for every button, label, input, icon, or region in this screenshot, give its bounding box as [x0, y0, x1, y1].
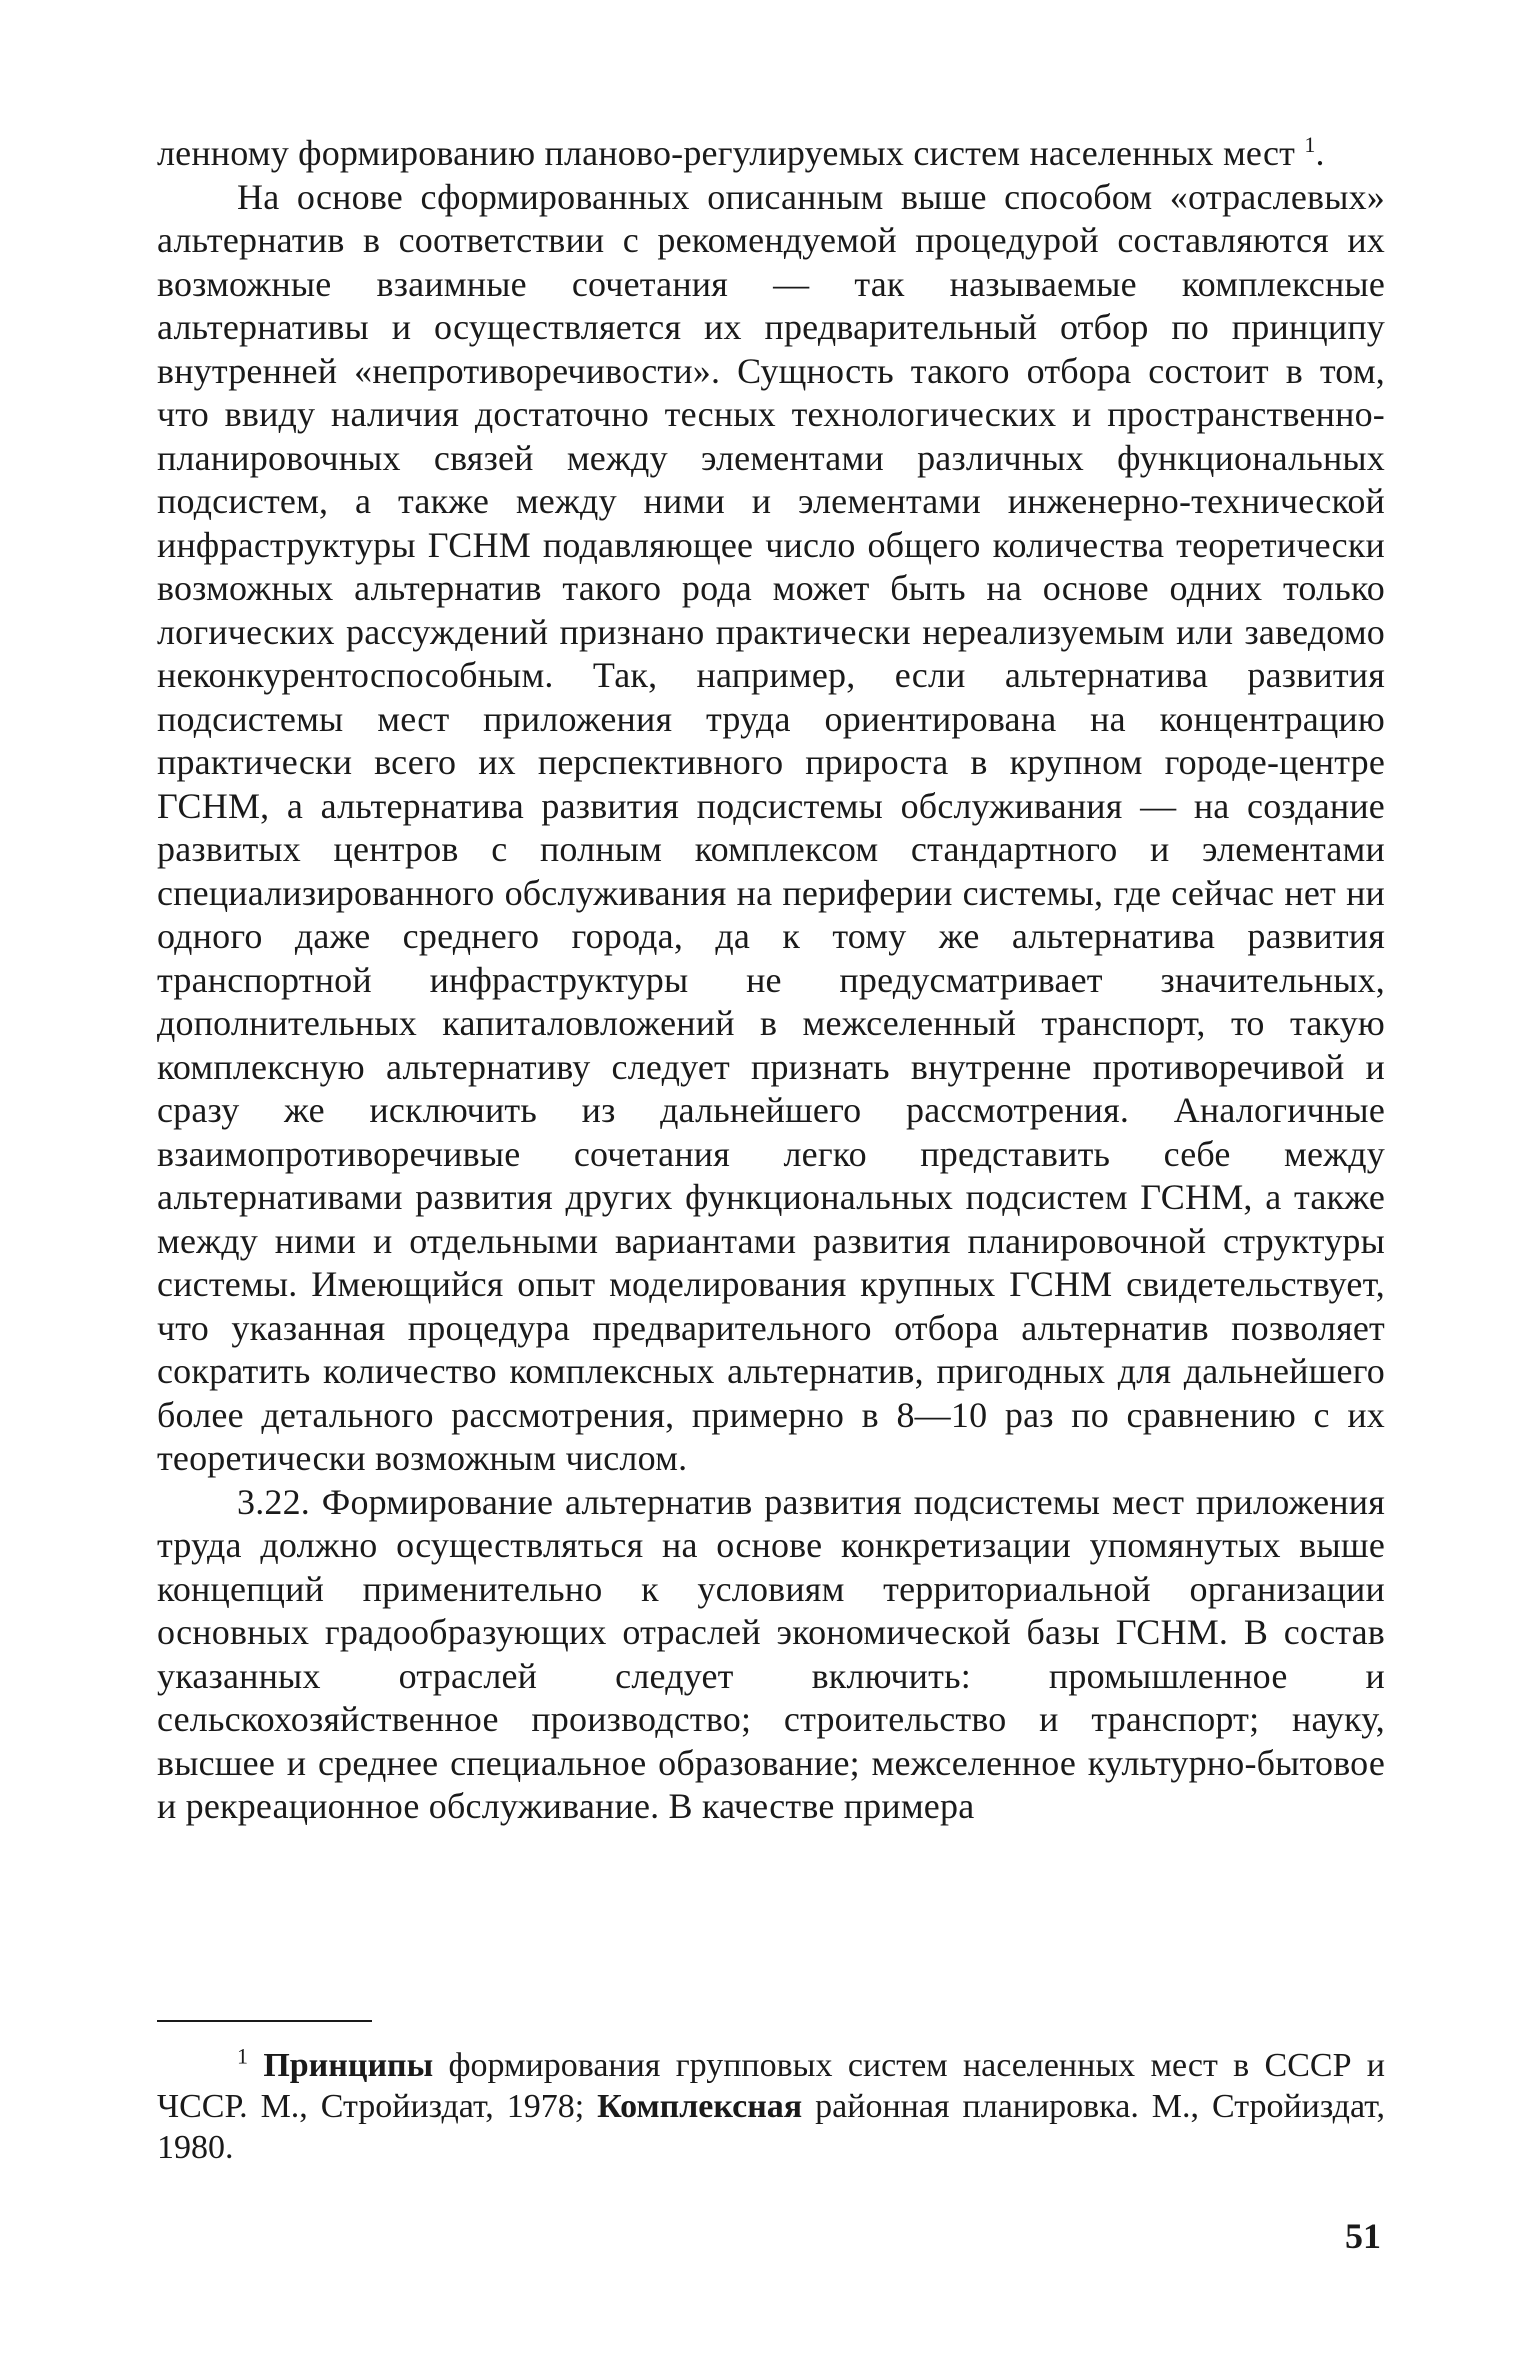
page-number: 51 [1345, 2216, 1381, 2256]
paragraph-alternatives-selection: На основе сформированных описанным выше способом «отраслевых» альтернатив в соответствии с рекомендуемой процедурой составляются их возможные взаимные сочетания — так называемые комплексные альтернативы и осуществляется их предварительный отбор по принципу внутренней «непротиворечивости». Сущность такого отбора состоит в том, что ввиду наличия достаточно тесных технологических и пространственно-планировочных связей между элементами различных функциональных подсистем, а также между ними и элементами инженерно-технической инфраструктуры ГСНМ подавляющее число общего количества теоретически возможных альтернатив такого рода может быть на основе одних только логических рассуждений признано практически нереализуемым или заведомо неконкурентоспособным. Так, например, если альтернатива развития подсистемы мест приложения труда ориентирована на концентрацию практически всего их перспективного прироста в крупном городе-центре ГСНМ, а альтернатива развития подсистемы обслуживания — на создание развитых центров с полным комплексом стандартного и элементами специализированного обслуживания на периферии системы, где сейчас нет ни одного даже среднего города, да к тому же альтернатива развития транспортной инфраструктуры не предусматривает значительных, дополнительных капиталовложений в межселенный транспорт, то такую комплексную альтернативу следует признать внутренне противоречивой и сразу же исключить из дальнейшего рассмотрения. Аналогичные взаимопротиворечивые сочетания легко представить себе между альтернативами развития других функциональных подсистем ГСНМ, а также между ними и отдельными вариантами развития планировочной структуры системы. Имеющийся опыт моделирования крупных ГСНМ свидетельствует, что указанная процедура предварительного отбора альтернатив позволяет сократить количество комплексных альтернатив, пригодных для дальнейшего более детального рассмотрения, примерно в 8—10 раз по сравнению с их теоретически возможным числом. [157, 176, 1385, 1478]
footnote-marker: 1 [237, 2043, 248, 2069]
footnote-reference: 1 [1304, 132, 1316, 157]
continuation-text: ленному формированию планово-регулируемых систем населенных мест [157, 133, 1296, 173]
continuation-paragraph: ленному формированию планово-регулируемых систем населенных мест $^1$. [157, 132, 1325, 173]
footnote-divider [157, 2020, 372, 2022]
footnote-text-2: районная планировка. М., Стройиздат, 1980. [157, 2088, 1385, 2166]
main-text [157, 132, 1385, 1829]
footnote-bold-2: Комплексная [597, 2088, 803, 2125]
footnote-bold-1: Принципы [263, 2047, 434, 2084]
footnote [157, 2045, 1385, 2168]
paragraph-3-22: 3.22. Формирование альтернатив развития подсистемы мест приложения труда должно осуществляться на основе конкретизации упомянутых выше концепций применительно к условиям территориальной организации основных градообразующих отраслей экономической базы ГСНМ. В состав указанных отраслей следует включить: промышленное и сельскохозяйственное производство; строительство и транспорт; науку, высшее и среднее специальное образование; межселенное культурно-бытовое и рекреационное обслуживание. В качестве примера [157, 1481, 1385, 1826]
footnote-text-1: формирования групповых систем населенных мест в СССР и ЧССР. М., Стройиздат, 1978; [157, 2047, 1385, 2125]
